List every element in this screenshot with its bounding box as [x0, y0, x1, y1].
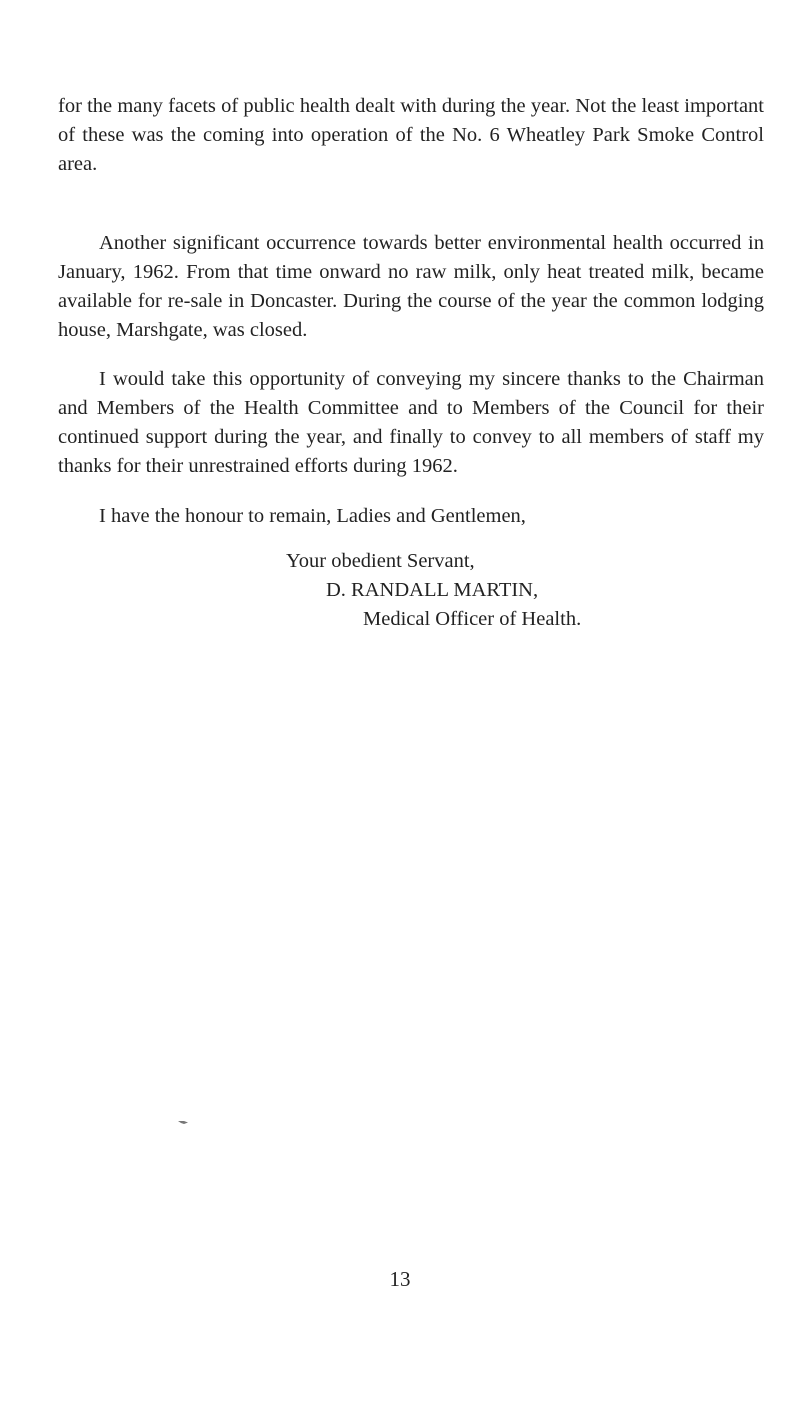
page-number: 13 [389, 1267, 411, 1291]
signature-closing: Your obedient Servant, [286, 550, 475, 572]
signature-name: D. RANDALL MARTIN, [326, 579, 539, 601]
paragraph-environmental-health: Another significant occurrence towards better environmental health occurred in January, 1962. From that time onward no raw milk, only heat treated milk, became available for re-sale in Doncaster. During the course of the year the common lodging house, Marshgate, was closed. [58, 232, 764, 341]
paragraph-honour: I have the honour to remain, Ladies and Gentlemen, [99, 505, 526, 527]
ink-speck-icon [178, 1120, 188, 1125]
signature-title: Medical Officer of Health. [363, 608, 582, 630]
paragraph-public-health: for the many facets of public health dealt with during the year. Not the least important of these was the coming into operation of the No. 6 Wheatley Park Smoke Control area. [58, 95, 764, 175]
paragraph-thanks: I would take this opportunity of conveying my sincere thanks to the Chairman and Members of the Health Committee and to Members of the Council for their continued support during the year, and finally to convey to all members of staff my thanks for their unrestrained efforts during 1962. [58, 368, 764, 477]
